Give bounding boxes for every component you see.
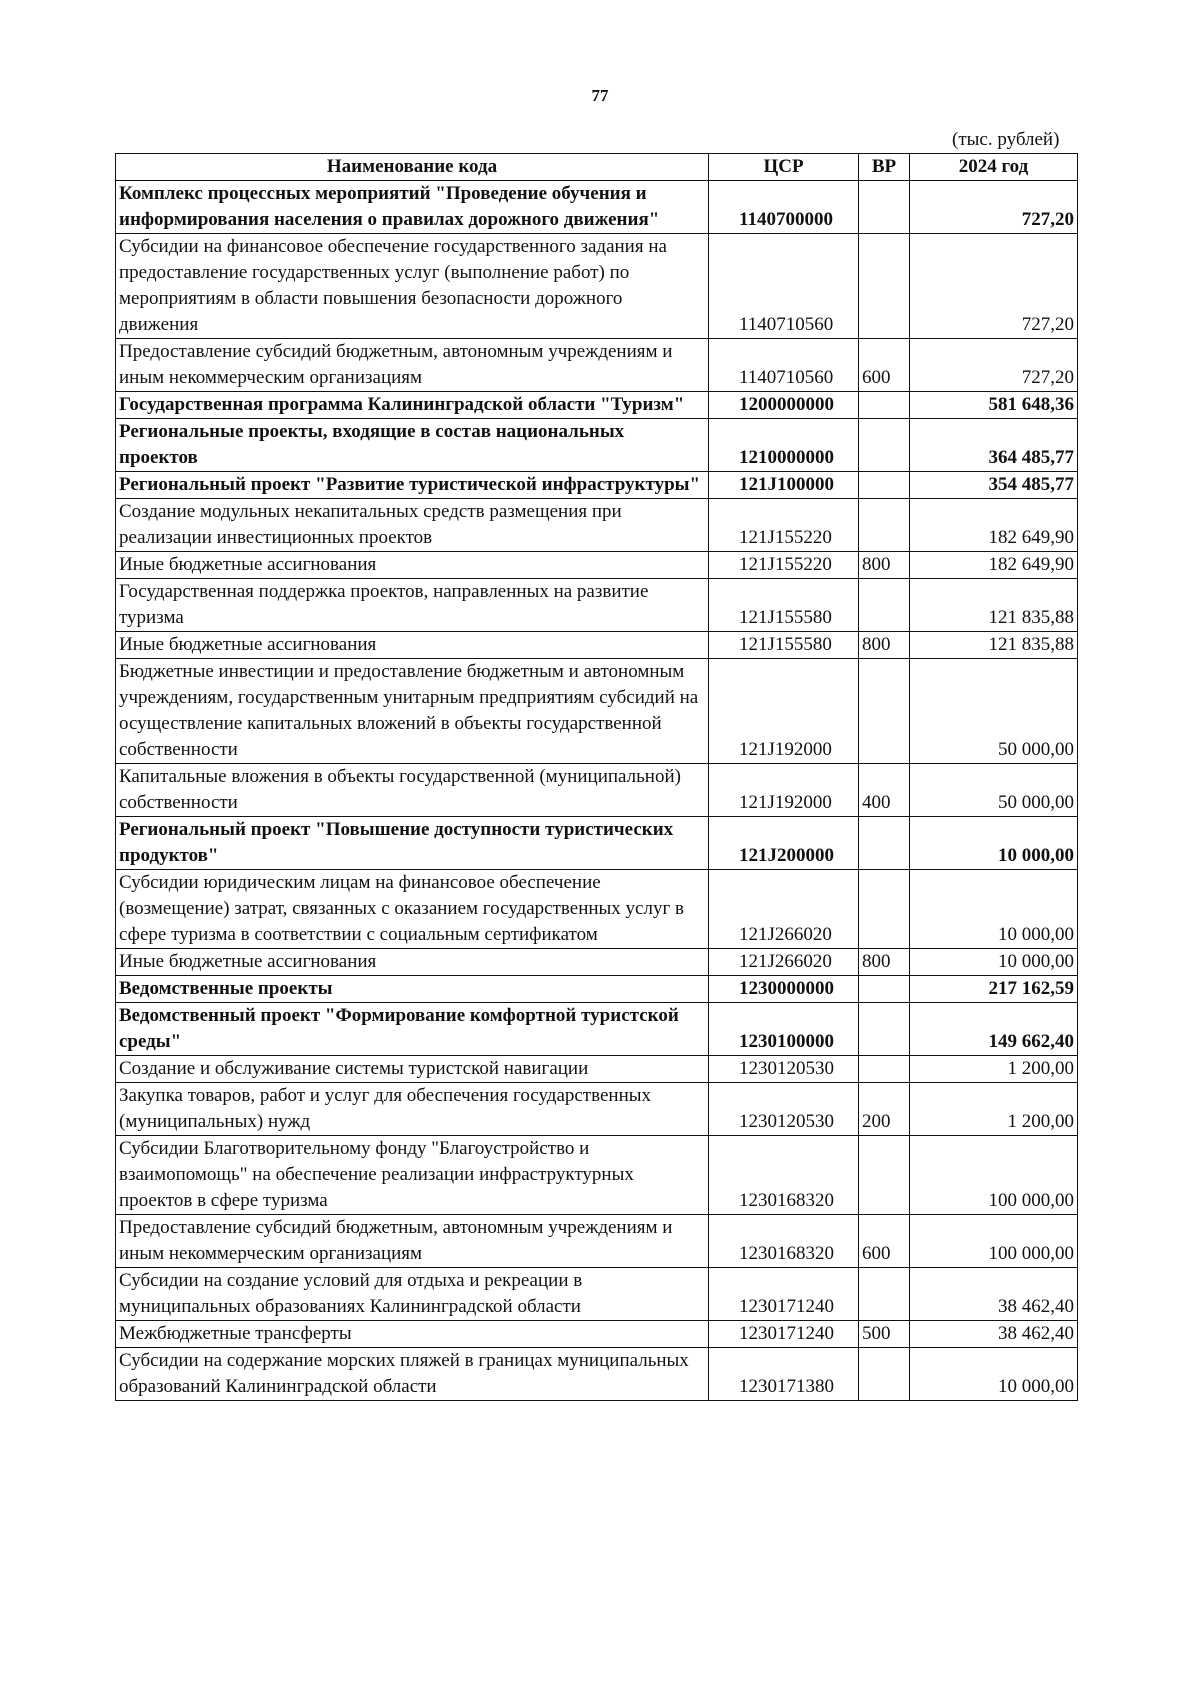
table-row <box>116 632 1078 659</box>
csr-cell: 1230100000 <box>709 1003 859 1056</box>
amount-cell: 10 000,00 <box>910 1348 1078 1401</box>
vr-cell <box>859 472 910 499</box>
vr-cell <box>859 499 910 552</box>
amount-cell: 50 000,00 <box>910 764 1078 817</box>
amount-cell: 217 162,59 <box>910 976 1078 1003</box>
name-cell: Иные бюджетные ассигнования <box>116 552 709 579</box>
table-row <box>116 1083 1078 1136</box>
name-cell: Государственная программа Калининградской области "Туризм" <box>116 392 709 419</box>
csr-cell: 1230171240 <box>709 1321 859 1348</box>
amount-cell: 354 485,77 <box>910 472 1078 499</box>
table-body <box>116 181 1078 1401</box>
csr-cell: 121J155220 <box>709 499 859 552</box>
table-row <box>116 1003 1078 1056</box>
amount-cell: 1 200,00 <box>910 1056 1078 1083</box>
name-cell: Капитальные вложения в объекты государственной (муниципальной) собственности <box>116 764 709 817</box>
name-cell: Иные бюджетные ассигнования <box>116 949 709 976</box>
table-row <box>116 1056 1078 1083</box>
csr-cell: 1230120530 <box>709 1056 859 1083</box>
amount-cell: 100 000,00 <box>910 1215 1078 1268</box>
table-row <box>116 1215 1078 1268</box>
header-vr: ВР <box>859 154 910 181</box>
csr-cell: 1230000000 <box>709 976 859 1003</box>
csr-cell: 1230168320 <box>709 1215 859 1268</box>
table-row <box>116 764 1078 817</box>
amount-cell: 1 200,00 <box>910 1083 1078 1136</box>
amount-cell: 100 000,00 <box>910 1136 1078 1215</box>
csr-cell: 1230120530 <box>709 1083 859 1136</box>
csr-cell: 121J155580 <box>709 579 859 632</box>
name-cell: Субсидии юридическим лицам на финансовое обеспечение (возмещение) затрат, связанных с оказанием государственных услуг в сфере туризма в соответствии с социальным сертификатом <box>116 870 709 949</box>
csr-cell: 1210000000 <box>709 419 859 472</box>
table-row <box>116 1268 1078 1321</box>
amount-cell: 10 000,00 <box>910 949 1078 976</box>
name-cell: Комплекс процессных мероприятий "Проведение обучения и информирования населения о правилах дорожного движения" <box>116 181 709 234</box>
vr-cell: 600 <box>859 1215 910 1268</box>
csr-cell: 1140710560 <box>709 339 859 392</box>
name-cell: Региональный проект "Развитие туристической инфраструктуры" <box>116 472 709 499</box>
header-name: Наименование кода <box>116 154 709 181</box>
amount-cell: 50 000,00 <box>910 659 1078 764</box>
table-row <box>116 499 1078 552</box>
csr-cell: 1140710560 <box>709 234 859 339</box>
name-cell: Региональные проекты, входящие в состав национальных проектов <box>116 419 709 472</box>
table-row <box>116 817 1078 870</box>
header-csr: ЦСР <box>709 154 859 181</box>
amount-cell: 121 835,88 <box>910 579 1078 632</box>
amount-cell: 182 649,90 <box>910 499 1078 552</box>
csr-cell: 121J266020 <box>709 870 859 949</box>
amount-cell: 364 485,77 <box>910 419 1078 472</box>
amount-cell: 727,20 <box>910 339 1078 392</box>
vr-cell <box>859 392 910 419</box>
table-row <box>116 659 1078 764</box>
table-header-row <box>116 154 1078 181</box>
vr-cell <box>859 1268 910 1321</box>
name-cell: Субсидии на создание условий для отдыха и рекреации в муниципальных образованиях Калининградской области <box>116 1268 709 1321</box>
csr-cell: 121J192000 <box>709 659 859 764</box>
vr-cell: 800 <box>859 632 910 659</box>
name-cell: Ведомственные проекты <box>116 976 709 1003</box>
name-cell: Государственная поддержка проектов, направленных на развитие туризма <box>116 579 709 632</box>
csr-cell: 121J200000 <box>709 817 859 870</box>
csr-cell: 1140700000 <box>709 181 859 234</box>
vr-cell <box>859 234 910 339</box>
name-cell: Иные бюджетные ассигнования <box>116 632 709 659</box>
amount-cell: 727,20 <box>910 181 1078 234</box>
csr-cell: 121J155220 <box>709 552 859 579</box>
vr-cell <box>859 1348 910 1401</box>
name-cell: Региональный проект "Повышение доступности туристических продуктов" <box>116 817 709 870</box>
csr-cell: 121J100000 <box>709 472 859 499</box>
name-cell: Бюджетные инвестиции и предоставление бюджетным и автономным учреждениям, государственным унитарным предприятиям субсидий на осуществление капитальных вложений в объекты государственной собственности <box>116 659 709 764</box>
vr-cell: 500 <box>859 1321 910 1348</box>
table-row <box>116 234 1078 339</box>
name-cell: Субсидии на содержание морских пляжей в границах муниципальных образований Калининградской области <box>116 1348 709 1401</box>
table-row <box>116 339 1078 392</box>
vr-cell: 200 <box>859 1083 910 1136</box>
budget-table <box>115 153 1078 1401</box>
name-cell: Закупка товаров, работ и услуг для обеспечения государственных (муниципальных) нужд <box>116 1083 709 1136</box>
name-cell: Межбюджетные трансферты <box>116 1321 709 1348</box>
csr-cell: 1230171240 <box>709 1268 859 1321</box>
vr-cell <box>859 579 910 632</box>
amount-cell: 121 835,88 <box>910 632 1078 659</box>
vr-cell: 400 <box>859 764 910 817</box>
header-year: 2024 год <box>910 154 1078 181</box>
amount-cell: 149 662,40 <box>910 1003 1078 1056</box>
name-cell: Предоставление субсидий бюджетным, автономным учреждениям и иным некоммерческим организациям <box>116 1215 709 1268</box>
table-row <box>116 949 1078 976</box>
vr-cell <box>859 817 910 870</box>
vr-cell: 600 <box>859 339 910 392</box>
table-row <box>116 419 1078 472</box>
table-row <box>116 1321 1078 1348</box>
vr-cell <box>859 1056 910 1083</box>
amount-cell: 581 648,36 <box>910 392 1078 419</box>
csr-cell: 121J192000 <box>709 764 859 817</box>
page-number: 77 <box>591 86 609 105</box>
vr-cell: 800 <box>859 949 910 976</box>
csr-cell: 1200000000 <box>709 392 859 419</box>
vr-cell: 800 <box>859 552 910 579</box>
name-cell: Субсидии Благотворительному фонду "Благоустройство и взаимопомощь" на обеспечение реализации инфраструктурных проектов в сфере туризма <box>116 1136 709 1215</box>
csr-cell: 1230171380 <box>709 1348 859 1401</box>
name-cell: Предоставление субсидий бюджетным, автономным учреждениям и иным некоммерческим организациям <box>116 339 709 392</box>
table-row <box>116 1348 1078 1401</box>
table-row <box>116 579 1078 632</box>
vr-cell <box>859 1136 910 1215</box>
amount-cell: 38 462,40 <box>910 1321 1078 1348</box>
amount-cell: 10 000,00 <box>910 817 1078 870</box>
table-row <box>116 1136 1078 1215</box>
table-row <box>116 552 1078 579</box>
vr-cell <box>859 1003 910 1056</box>
table-row <box>116 472 1078 499</box>
csr-cell: 1230168320 <box>709 1136 859 1215</box>
vr-cell <box>859 419 910 472</box>
vr-cell <box>859 976 910 1003</box>
amount-cell: 38 462,40 <box>910 1268 1078 1321</box>
vr-cell <box>859 659 910 764</box>
amount-cell: 727,20 <box>910 234 1078 339</box>
name-cell: Создание и обслуживание системы туристской навигации <box>116 1056 709 1083</box>
name-cell: Субсидии на финансовое обеспечение государственного задания на предоставление государственных услуг (выполнение работ) по мероприятиям в области повышения безопасности дорожного движения <box>116 234 709 339</box>
table-row <box>116 976 1078 1003</box>
vr-cell <box>859 181 910 234</box>
name-cell: Ведомственный проект "Формирование комфортной туристской среды" <box>116 1003 709 1056</box>
csr-cell: 121J155580 <box>709 632 859 659</box>
csr-cell: 121J266020 <box>709 949 859 976</box>
table-row <box>116 392 1078 419</box>
units-label: (тыс. рублей) <box>952 129 1060 150</box>
amount-cell: 182 649,90 <box>910 552 1078 579</box>
vr-cell <box>859 870 910 949</box>
table-row <box>116 870 1078 949</box>
amount-cell: 10 000,00 <box>910 870 1078 949</box>
name-cell: Создание модульных некапитальных средств размещения при реализации инвестиционных проектов <box>116 499 709 552</box>
table-row <box>116 181 1078 234</box>
